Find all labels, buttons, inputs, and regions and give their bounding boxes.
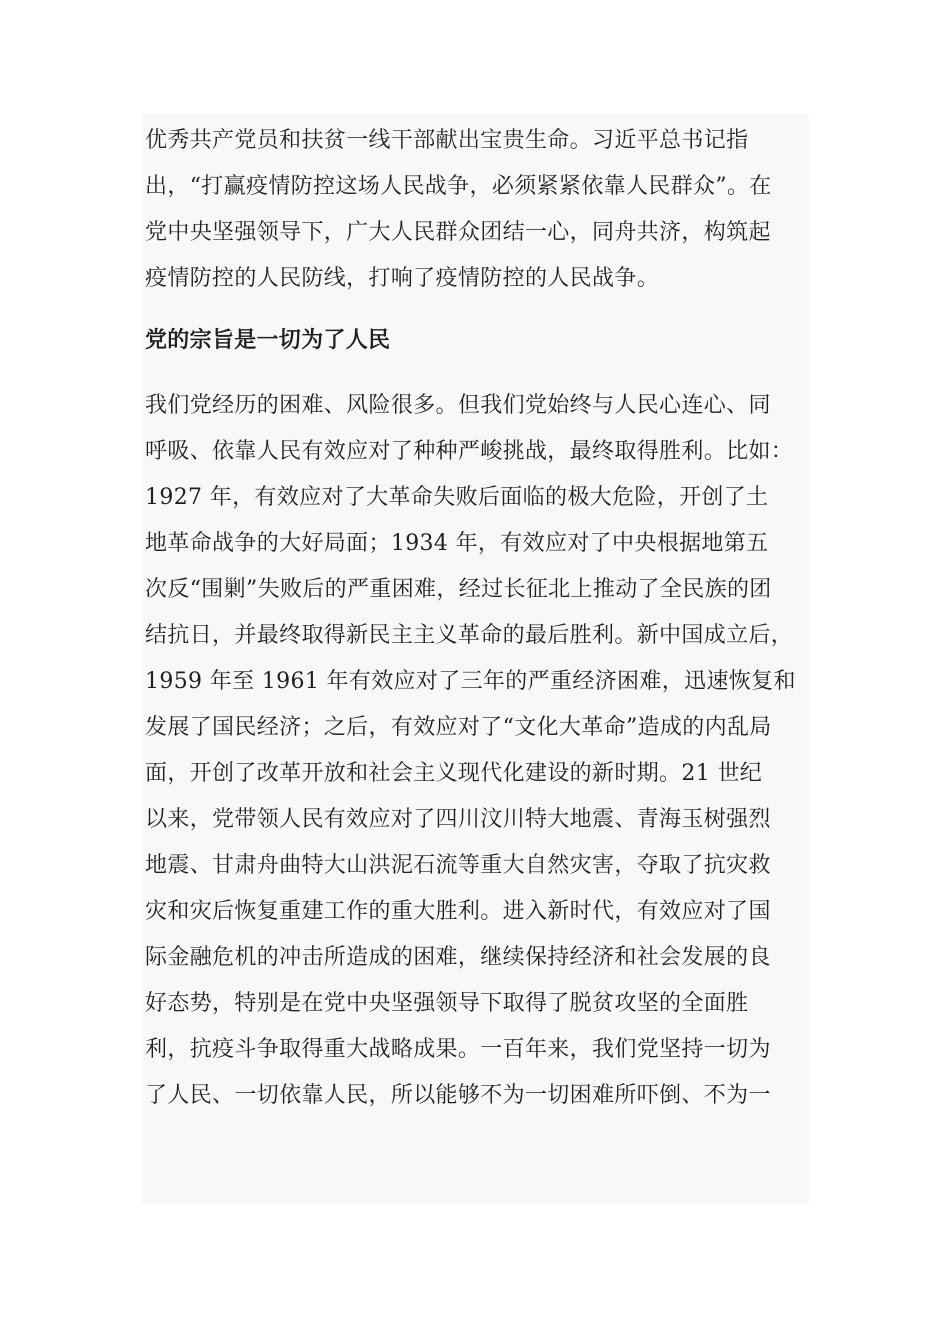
- paragraph-line: 1959 年至 1961 年有效应对了三年的严重经济困难，迅速恢复和: [145, 669, 796, 694]
- paragraph-line: 了人民、一切依靠人民，所以能够不为一切困难所吓倒、不为一: [145, 1083, 771, 1108]
- section-heading: 党的宗旨是一切为了人民: [145, 328, 391, 353]
- paragraph-line: 次反“围剿”失败后的严重困难，经过长征北上推动了全民族的团: [145, 577, 772, 602]
- paragraph-line: 地震、甘肃舟曲特大山洪泥石流等重大自然灾害，夺取了抗灾救: [145, 853, 771, 878]
- paragraph-line: 灾和灾后恢复重建工作的重大胜利。进入新时代，有效应对了国: [145, 899, 771, 924]
- paragraph-line: 面，开创了改革开放和社会主义现代化建设的新时期。21 世纪: [145, 761, 763, 786]
- paragraph-line: 结抗日，并最终取得新民主主义革命的最后胜利。新中国成立后，: [145, 623, 794, 648]
- paragraph-line: 党中央坚强领导下，广大人民群众团结一心，同舟共济，构筑起: [145, 220, 771, 245]
- paragraph-line: 利，抗疫斗争取得重大战略成果。一百年来，我们党坚持一切为: [145, 1037, 771, 1062]
- paragraph-line: 1927 年，有效应对了大革命失败后面临的极大危险，开创了土: [145, 485, 769, 510]
- intro-paragraph: [145, 118, 807, 302]
- paragraph-line: 疫情防控的人民防线，打响了疫情防控的人民战争。: [145, 266, 660, 291]
- paragraph-line: 出，“打赢疫情防控这场人民战争，必须紧紧依靠人民群众”。在: [145, 174, 772, 199]
- paragraph-line: 地革命战争的大好局面；1934 年，有效应对了中央根据地第五: [145, 531, 769, 556]
- paragraph-line: 呼吸、依靠人民有效应对了种种严峻挑战，最终取得胜利。比如：: [145, 439, 794, 464]
- paragraph-line: 我们党经历的困难、风险很多。但我们党始终与人民心连心、同: [145, 393, 771, 418]
- paragraph-line: 际金融危机的冲击所造成的困难，继续保持经济和社会发展的良: [145, 945, 771, 970]
- paragraph-line: 发展了国民经济；之后，有效应对了“文化大革命”造成的内乱局: [145, 715, 772, 740]
- paragraph-line: 优秀共产党员和扶贫一线干部献出宝贵生命。习近平总书记指: [145, 128, 749, 153]
- body-paragraph: [145, 383, 807, 1119]
- paragraph-line: 以来，党带领人民有效应对了四川汶川特大地震、青海玉树强烈: [145, 807, 771, 832]
- paragraph-line: 好态势，特别是在党中央坚强领导下取得了脱贫攻坚的全面胜: [145, 991, 749, 1016]
